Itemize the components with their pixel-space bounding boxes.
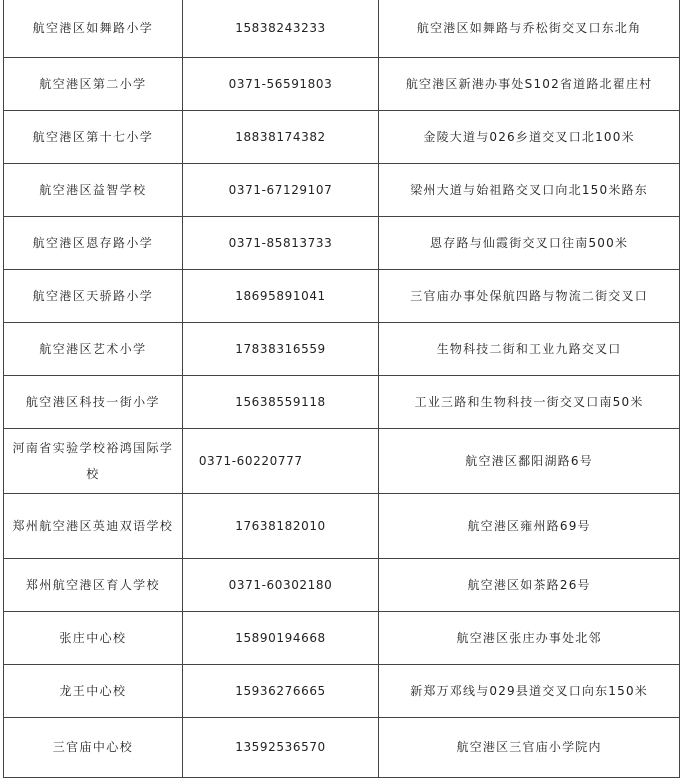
school-name-cell: 河南省实验学校裕鸿国际学校	[4, 428, 183, 493]
school-name-cell: 航空港区天骄路小学	[4, 269, 183, 322]
address-cell: 生物科技二街和工业九路交叉口	[379, 322, 680, 375]
phone-cell: 0371-56591803	[182, 57, 378, 110]
table-row	[4, 664, 680, 717]
school-name-cell: 龙王中心校	[4, 664, 183, 717]
address-cell: 金陵大道与026乡道交叉口北100米	[379, 110, 680, 163]
table-row	[4, 717, 680, 777]
school-name-cell: 航空港区科技一街小学	[4, 375, 183, 428]
phone-cell: 0371-67129107	[182, 163, 378, 216]
table-row	[4, 57, 680, 110]
table-row	[4, 558, 680, 611]
table-row	[4, 110, 680, 163]
address-cell: 新郑万邓线与029县道交叉口向东150米	[379, 664, 680, 717]
address-cell: 航空港区如舞路与乔松街交叉口东北角	[379, 0, 680, 57]
table-row	[4, 375, 680, 428]
school-name-cell: 航空港区益智学校	[4, 163, 183, 216]
table-row	[4, 0, 680, 57]
school-name-cell: 三官庙中心校	[4, 717, 183, 777]
table-row	[4, 611, 680, 664]
school-table	[3, 0, 680, 778]
school-name-cell: 航空港区恩存路小学	[4, 216, 183, 269]
phone-cell: 17838316559	[182, 322, 378, 375]
school-name-cell: 郑州航空港区育人学校	[4, 558, 183, 611]
phone-cell: 0371-60220777	[182, 428, 378, 493]
phone-cell: 0371-60302180	[182, 558, 378, 611]
school-name-cell: 航空港区第十七小学	[4, 110, 183, 163]
school-name-cell: 张庄中心校	[4, 611, 183, 664]
address-cell: 航空港区三官庙小学院内	[379, 717, 680, 777]
phone-cell: 15638559118	[182, 375, 378, 428]
phone-cell: 18838174382	[182, 110, 378, 163]
phone-cell: 17638182010	[182, 493, 378, 558]
address-cell: 三官庙办事处保航四路与物流二街交叉口	[379, 269, 680, 322]
address-cell: 航空港区如茶路26号	[379, 558, 680, 611]
phone-cell: 0371-85813733	[182, 216, 378, 269]
address-cell: 航空港区雍州路69号	[379, 493, 680, 558]
address-cell: 航空港区张庄办事处北邻	[379, 611, 680, 664]
phone-cell: 15890194668	[182, 611, 378, 664]
table-row	[4, 322, 680, 375]
table-row	[4, 216, 680, 269]
school-name-cell: 航空港区如舞路小学	[4, 0, 183, 57]
phone-cell: 13592536570	[182, 717, 378, 777]
address-cell: 梁州大道与始祖路交叉口向北150米路东	[379, 163, 680, 216]
phone-cell: 15838243233	[182, 0, 378, 57]
school-name-cell: 航空港区艺术小学	[4, 322, 183, 375]
table-row	[4, 269, 680, 322]
address-cell: 航空港区鄱阳湖路6号	[379, 428, 680, 493]
table-row	[4, 493, 680, 558]
address-cell: 恩存路与仙霞街交叉口往南500米	[379, 216, 680, 269]
phone-cell: 15936276665	[182, 664, 378, 717]
phone-cell: 18695891041	[182, 269, 378, 322]
address-cell: 航空港区新港办事处S102省道路北翟庄村	[379, 57, 680, 110]
address-cell: 工业三路和生物科技一街交叉口南50米	[379, 375, 680, 428]
table-row	[4, 163, 680, 216]
school-name-cell: 航空港区第二小学	[4, 57, 183, 110]
school-name-cell: 郑州航空港区英迪双语学校	[4, 493, 183, 558]
table-row	[4, 428, 680, 493]
